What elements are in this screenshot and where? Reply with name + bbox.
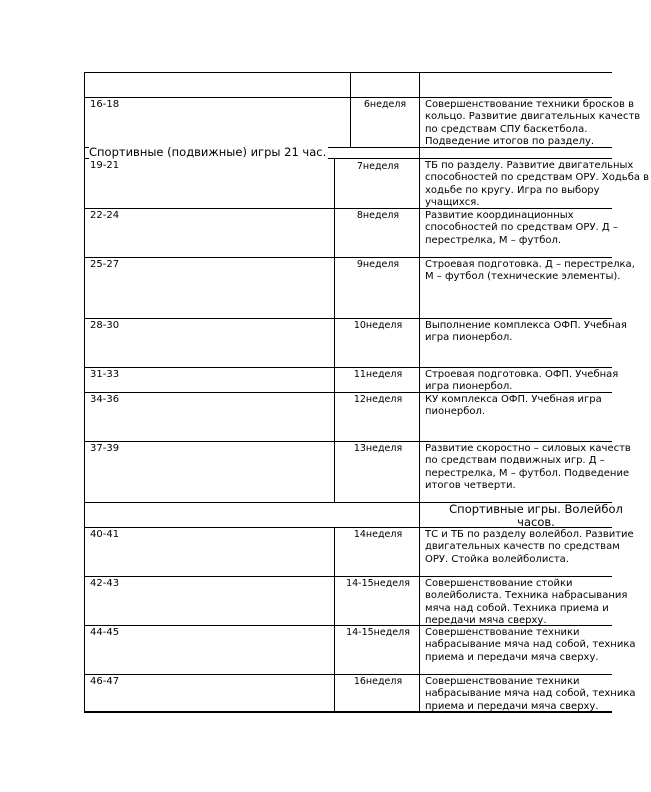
lesson-content <box>425 369 618 394</box>
lesson-numbers: 46-47 <box>90 676 120 687</box>
content-line: перестрелка, М – футбол. <box>425 234 562 246</box>
content-line: Выполнение комплекса ОФП. Учебная <box>425 320 627 331</box>
content-line: Строевая подготовка. ОФП. Учебная <box>425 369 619 380</box>
content-line: набрасывание мяча над собой, техника <box>425 639 636 651</box>
week-label: 13неделя <box>353 443 403 454</box>
table-rule <box>84 72 85 712</box>
week-label: 14-15неделя <box>346 578 410 589</box>
lesson-numbers: 31-33 <box>90 369 120 380</box>
content-line: передачи мяча сверху. <box>425 614 547 626</box>
content-line: ходьбе по кругу. Игра по выбору <box>425 184 600 196</box>
content-line: набрасывание мяча над собой, техника <box>425 688 636 700</box>
content-line: ОРУ. Стойка волейболиста. <box>425 553 569 565</box>
content-line: Строевая подготовка. Д – перестрелка, <box>425 259 635 270</box>
lesson-numbers: 19-21 <box>90 160 120 171</box>
week-label: 7неделя <box>356 161 400 172</box>
content-line: Совершенствование стойки <box>425 578 573 589</box>
lesson-content <box>425 320 627 345</box>
lesson-content <box>425 259 635 284</box>
content-line: перестрелка, М – футбол. Подведение <box>425 467 630 479</box>
lesson-numbers: 44-45 <box>90 627 120 638</box>
table-rule <box>84 97 612 98</box>
content-line: учащихся. <box>425 196 480 208</box>
table-rule <box>84 441 612 442</box>
content-line: двигательных качеств по средствам <box>425 541 620 553</box>
lesson-content <box>425 210 618 247</box>
lesson-content <box>425 443 631 492</box>
week-label: 12неделя <box>353 394 403 405</box>
content-line: М – футбол (технические элементы). <box>425 271 621 283</box>
week-label: 9неделя <box>356 259 400 270</box>
week-label: 14неделя <box>353 529 403 540</box>
lesson-content <box>425 99 640 148</box>
table-rule <box>334 158 335 502</box>
table-rule <box>84 72 612 73</box>
content-line: Развитие скоростно – силовых качеств <box>425 443 631 454</box>
lesson-numbers: 16-18 <box>90 99 120 110</box>
week-label: 10неделя <box>353 320 403 331</box>
lesson-content <box>425 394 602 419</box>
content-line: итогов четверти. <box>425 479 516 491</box>
content-line: волейболиста. Техника набрасывания <box>425 590 628 602</box>
lesson-content <box>425 627 635 664</box>
lesson-numbers: 28-30 <box>90 320 120 331</box>
table-rule <box>84 367 612 368</box>
lesson-content <box>425 160 649 209</box>
content-line: ТС и ТБ по разделу волейбол. Развитие <box>425 529 634 540</box>
lesson-numbers: 40-41 <box>90 529 120 540</box>
lesson-content <box>425 578 627 627</box>
section-header-games: Спортивные (подвижные) игры 21 час. <box>89 145 327 159</box>
lesson-numbers: 22-24 <box>90 210 120 221</box>
lesson-content <box>425 676 635 713</box>
table-rule <box>84 257 612 258</box>
content-line: Совершенствование техники <box>425 676 580 687</box>
table-rule <box>84 318 612 319</box>
section-header-volleyball <box>421 503 651 529</box>
lesson-numbers: 42-43 <box>90 578 120 589</box>
week-label: 6неделя <box>363 99 407 110</box>
content-line: кольцо. Развитие двигательных качеств <box>425 111 641 123</box>
content-line: ТБ по разделу. Развитие двигательных <box>425 160 634 171</box>
content-line: пионербол. <box>425 406 486 418</box>
lesson-content <box>425 529 634 566</box>
table-rule <box>84 576 612 577</box>
content-line: мяча над собой. Техника приема и <box>425 602 609 614</box>
content-line: по средствам подвижных игр. Д – <box>425 455 605 467</box>
section-header-volleyball-line2: часов. <box>517 515 555 529</box>
lesson-numbers: 34-36 <box>90 394 120 405</box>
content-line: игра пионербол. <box>425 381 513 393</box>
table-rule <box>334 527 335 712</box>
lesson-numbers: 25-27 <box>90 259 120 270</box>
lesson-numbers: 37-39 <box>90 443 120 454</box>
content-line: способностей по средствам ОРУ. Д – <box>425 222 618 234</box>
content-line: Совершенствование техники <box>425 627 580 638</box>
table-rule <box>84 674 612 675</box>
week-label: 11неделя <box>353 369 403 380</box>
content-line: Подведение итогов по разделу. <box>425 135 595 147</box>
content-line: приема и передачи мяча сверху. <box>425 700 599 712</box>
content-line: способностей по средствам ОРУ. Ходьба в <box>425 172 650 184</box>
week-label: 16неделя <box>353 676 403 687</box>
content-line: приема и передачи мяча сверху. <box>425 651 599 663</box>
week-label: 8неделя <box>356 210 400 221</box>
content-line: КУ комплекса ОФП. Учебная игра <box>425 394 602 405</box>
content-line: по средствам СПУ баскетбола. <box>425 123 588 135</box>
content-line: Развитие координационных <box>425 210 574 221</box>
table-rule <box>419 72 420 712</box>
section-header-volleyball-line1: Спортивные игры. Волейбол <box>449 502 623 516</box>
week-label: 14-15неделя <box>346 627 410 638</box>
content-line: Совершенствование техники бросков в <box>425 99 634 110</box>
content-line: игра пионербол. <box>425 332 513 344</box>
